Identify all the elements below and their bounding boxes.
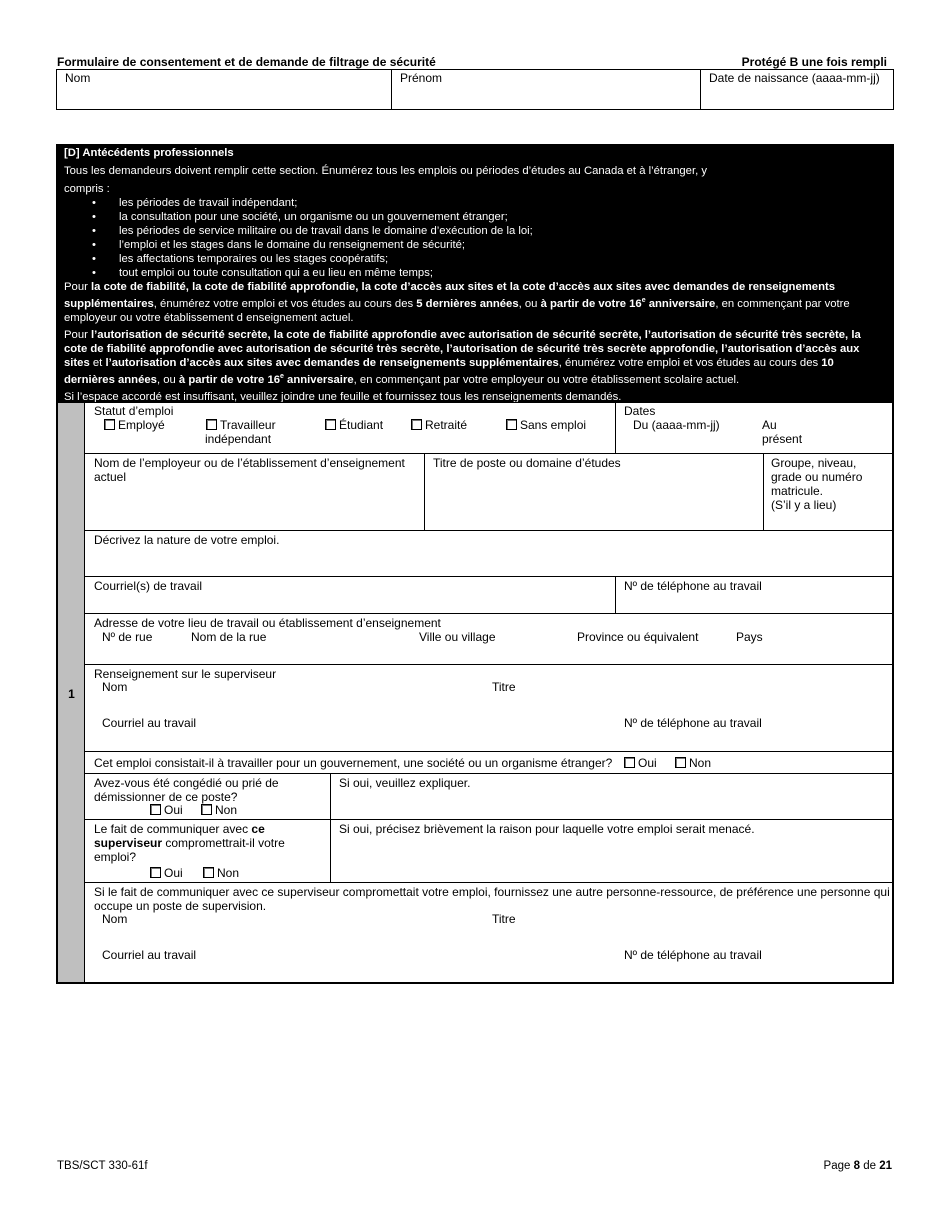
job-title-label: Titre de poste ou domaine d’études [433,456,621,470]
checkbox-icon [150,867,161,878]
status-self-employed-checkbox[interactable]: Travailleur [206,418,276,432]
status-employed-checkbox[interactable]: Employé [104,418,165,432]
intro-line-1: Tous les demandeurs doivent remplir cette section. Énumérez tous les emplois ou périodes d’études au Canada et à l’étranger, y [64,165,708,177]
employer-name-label-2: actuel [94,470,127,484]
list-item: • les affectations temporaires ou les stages coopératifs; [92,252,886,266]
protection-label: Protégé B une fois rempli [741,55,887,69]
supervisor-email-field[interactable]: Courriel au travail [102,716,197,730]
status-unemployed-checkbox[interactable]: Sans emploi [506,418,586,432]
foreign-no-checkbox[interactable]: Non [675,756,711,770]
group-level-label-4: (S’il y a lieu) [771,498,837,512]
work-phone-field[interactable]: Nº de téléphone au travail [624,579,762,593]
dismissed-question-2: démissionner de ce poste? [94,790,238,804]
birth-date-label: Date de naissance (aaaa-mm-jj) [709,71,880,85]
status-retired-checkbox[interactable]: Retraité [411,418,467,432]
supervisor-title-field[interactable]: Titre [492,680,516,694]
group-level-label: Groupe, niveau, [771,456,857,470]
list-item: • tout emploi ou toute consultation qui a eu lieu en même temps; [92,266,886,280]
province-field[interactable]: Province ou équivalent [577,630,699,644]
city-field[interactable]: Ville ou village [419,630,496,644]
contact-no-checkbox[interactable]: Non [203,866,239,880]
checkbox-icon [104,419,115,430]
last-name-field[interactable] [57,70,392,109]
dates-label: Dates [624,404,656,418]
checkbox-icon [206,419,217,430]
checkbox-icon [624,757,635,768]
birth-date-field[interactable] [701,70,893,109]
work-address-label: Adresse de votre lieu de travail ou établissement d’enseignement [94,616,441,630]
supervisor-name-field[interactable]: Nom [102,680,128,694]
list-item: • les périodes de service militaire ou de travail dans le domaine d’exécution de la loi; [92,224,886,238]
paragraph-5-years: Pour la cote de fiabilité, la cote de fiabilité approfondie, la cote d’accès aux sites et la cote d’accès aux sites avec demandes de renseignements supplémentaires, énumérez votre emploi et vos études au cours des 5 dernières années, ou à partir de votre 16e anniversaire, en commençant par votre employeur ou votre établissement d enseignement actuel. [64,281,850,324]
date-present-label: présent [762,432,803,446]
supervisor-phone-field[interactable]: Nº de téléphone au travail [624,716,762,730]
checkbox-icon [675,757,686,768]
dismissed-no-checkbox[interactable]: Non [201,803,237,817]
first-name-field[interactable] [392,70,701,109]
status-self-employed-label-2: indépendant [205,432,272,446]
dismissed-explain-field[interactable]: Si oui, veuillez expliquer. [339,776,471,790]
alternate-phone-field[interactable]: Nº de téléphone au travail [624,948,762,962]
date-to-label: Au [762,418,777,432]
form-title: Formulaire de consentement et de demande de filtrage de sécurité [57,55,436,69]
list-item: • les périodes de travail indépendant; [92,196,886,210]
employment-status-label: Statut d’emploi [94,404,174,418]
contact-yes-checkbox[interactable]: Oui [150,866,183,880]
alternate-contact-instructions-2: occupe un poste de supervision. [94,899,267,913]
checkbox-icon [201,804,212,815]
section-title: [D] Antécédents professionnels [64,147,234,159]
checkbox-icon [325,419,336,430]
insufficient-space-note: Si l’espace accordé est insuffisant, veuillez joindre une feuille et fournissez tous les renseignements demandés. [64,390,622,403]
group-level-label-2: grade ou numéro [771,470,863,484]
street-number-field[interactable]: Nº de rue [102,630,153,644]
dismissed-yes-checkbox[interactable]: Oui [150,803,183,817]
job-description-field[interactable]: Décrivez la nature de votre emploi. [94,533,280,547]
form-code: TBS/SCT 330-61f [57,1160,148,1172]
date-from-field[interactable]: Du (aaaa-mm-jj) [633,418,720,432]
checkbox-icon [150,804,161,815]
supervisor-label: Renseignement sur le superviseur [94,667,277,681]
foreign-yes-checkbox[interactable]: Oui [624,756,657,770]
country-field[interactable]: Pays [736,630,763,644]
bullet-list [92,196,886,280]
checkbox-icon [506,419,517,430]
first-name-label: Prénom [400,71,443,85]
alternate-contact-instructions: Si le fait de communiquer avec ce superviseur compromettait votre emploi, fournissez une autre personne-ressource, de préférence une personne qui [94,885,890,899]
checkbox-icon [411,419,422,430]
contact-question: Le fait de communiquer avec ce [94,822,265,836]
last-name-label: Nom [65,71,91,85]
street-name-field[interactable]: Nom de la rue [191,630,267,644]
group-level-label-3: matricule. [771,484,824,498]
foreign-employer-question: Cet emploi consistait-il à travailler pour un gouvernement, une société ou un organisme étranger? [94,756,613,770]
page-number: Page 8 de 21 [823,1160,892,1172]
alternate-email-field[interactable]: Courriel au travail [102,948,197,962]
list-item: • l’emploi et les stages dans le domaine du renseignement de sécurité; [92,238,886,252]
contact-question-2: superviseur compromettrait-il votre [94,836,285,850]
contact-explain-field[interactable]: Si oui, précisez brièvement la raison pour laquelle votre emploi serait menacé. [339,822,755,836]
alternate-name-field[interactable]: Nom [102,912,128,926]
row-number: 1 [68,687,75,701]
employment-form [56,402,894,984]
dismissed-question: Avez-vous été congédié ou prié de [94,776,279,790]
intro-line-2: compris : [64,183,110,195]
alternate-title-field[interactable]: Titre [492,912,516,926]
identity-box [56,69,894,110]
instructions-block [56,144,894,402]
contact-question-3: emploi? [94,850,137,864]
work-email-field[interactable]: Courriel(s) de travail [94,579,203,593]
employer-name-label: Nom de l’employeur ou de l’établissement d’enseignement [94,456,405,470]
status-student-checkbox[interactable]: Étudiant [325,418,383,432]
list-item: • la consultation pour une société, un organisme ou un gouvernement étranger; [92,210,886,224]
paragraph-10-years: Pour l’autorisation de sécurité secrète, la cote de fiabilité approfondie avec autorisation de sécurité secrète, l’autorisation de sécurité très secrète, la cote de fiabilité approfondie avec autorisation de sécurité très secrète, l’autorisation de sécurité très secrète approfondie, l’autorisation d’accès aux sites et l’autorisation d’accès aux sites avec demandes de renseignements supplémentaires, énumérez votre emploi et vos études au cours des 10 dernières années, ou à partir de votre 16e anniversaire, en commençant par votre employeur ou votre établissement scolaire actuel. [64,328,861,386]
checkbox-icon [203,867,214,878]
